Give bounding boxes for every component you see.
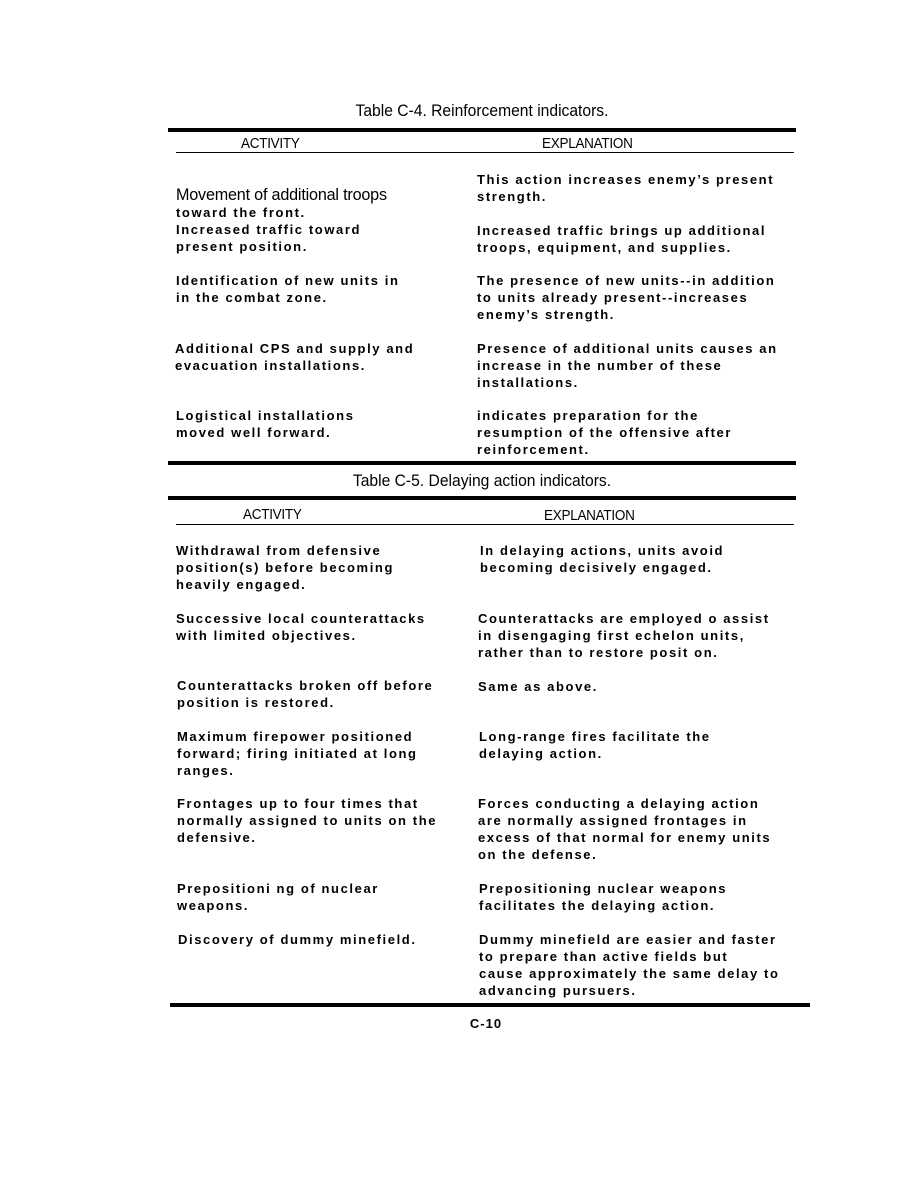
table-c5-row-7-activity: Discovery of dummy minefield.: [178, 932, 417, 947]
table-c4-row-3-activity: Identification of new units in in the combat zone.: [176, 273, 400, 305]
table-c5-row-6-activity: Prepositioni ng of nuclear weapons.: [177, 881, 379, 913]
table-c4-explanation-header: EXPLANATION: [542, 135, 633, 152]
table-c5-row-2-explanation: Counterattacks are employed o assist in disengaging first echelon units, rather than to restore posit on.: [478, 611, 770, 660]
table-c4-activity-header: ACTIVITY: [241, 135, 300, 152]
table-c4-row-4-explanation: Presence of additional units causes an increase in the number of these installations.: [477, 341, 778, 390]
table-c4-row-2-activity: Increased traffic toward present position.: [176, 222, 362, 254]
table-c4-header-rule: [176, 152, 794, 153]
table-c5-title: Table C-5. Delaying action indicators.: [352, 471, 612, 490]
table-c4-top-rule: [168, 128, 796, 132]
table-c5-row-5-activity: Frontages up to four times that normally assigned to units on the defensive.: [177, 796, 438, 845]
table-c4-row-5-explanation: indicates preparation for the resumption of the offensive after reinforcement.: [477, 408, 733, 457]
table-c5-row-3-activity: Counterattacks broken off before position is restored.: [177, 678, 434, 710]
table-c5-row-3-explanation: Same as above.: [478, 679, 598, 694]
table-c4-bottom-rule: [168, 461, 796, 465]
table-c4-row-3-explanation: The presence of new units--in addition to units already present--increases enemy’s strength.: [477, 273, 776, 322]
table-c4-title: Table C-4. Reinforcement indicators.: [355, 101, 609, 120]
table-c5-row-1-explanation: In delaying actions, units avoid becoming decisively engaged.: [480, 543, 725, 575]
table-c4-row-5-activity: Logistical installations moved well forward.: [176, 408, 355, 440]
table-c5-row-2-activity: Successive local counterattacks with limited objectives.: [176, 611, 426, 643]
table-c4-row-1-activity-lead: Movement of additional troops: [176, 185, 387, 204]
table-c5-row-4-activity: Maximum firepower positioned forward; firing initiated at long ranges.: [177, 729, 418, 778]
table-c4-row-1-activity-text: toward the front.: [176, 205, 306, 220]
table-c5-row-5-explanation: Forces conducting a delaying action are normally assigned frontages in excess of that normal for enemy units on the defense.: [478, 796, 772, 862]
table-c5-row-4-explanation: Long-range fires facilitate the delaying action.: [479, 729, 711, 761]
page-number: C-10: [469, 1016, 503, 1031]
table-c5-activity-header: ACTIVITY: [243, 506, 302, 523]
table-c5-header-rule: [176, 524, 794, 525]
table-c4-row-4-activity: Additional CPS and supply and evacuation installations.: [175, 341, 415, 373]
table-c5-top-rule: [168, 496, 796, 500]
table-c4-row-2-explanation: Increased traffic brings up additional troops, equipment, and supplies.: [477, 223, 767, 255]
table-c4-row-1-activity: [176, 168, 476, 221]
table-c5-row-7-explanation: Dummy minefield are easier and faster to prepare than active fields but cause approximately the same delay to advancing pursuers.: [479, 932, 780, 998]
table-c5-explanation-header: EXPLANATION: [544, 507, 635, 524]
table-c5-row-6-explanation: Prepositioning nuclear weapons facilitates the delaying action.: [479, 881, 728, 913]
table-c5-row-1-activity: Withdrawal from defensive position(s) before becoming heavily engaged.: [176, 543, 394, 592]
table-c4-row-1-explanation: This action increases enemy’s present strength.: [477, 172, 775, 204]
table-c5-bottom-rule: [170, 1003, 810, 1007]
